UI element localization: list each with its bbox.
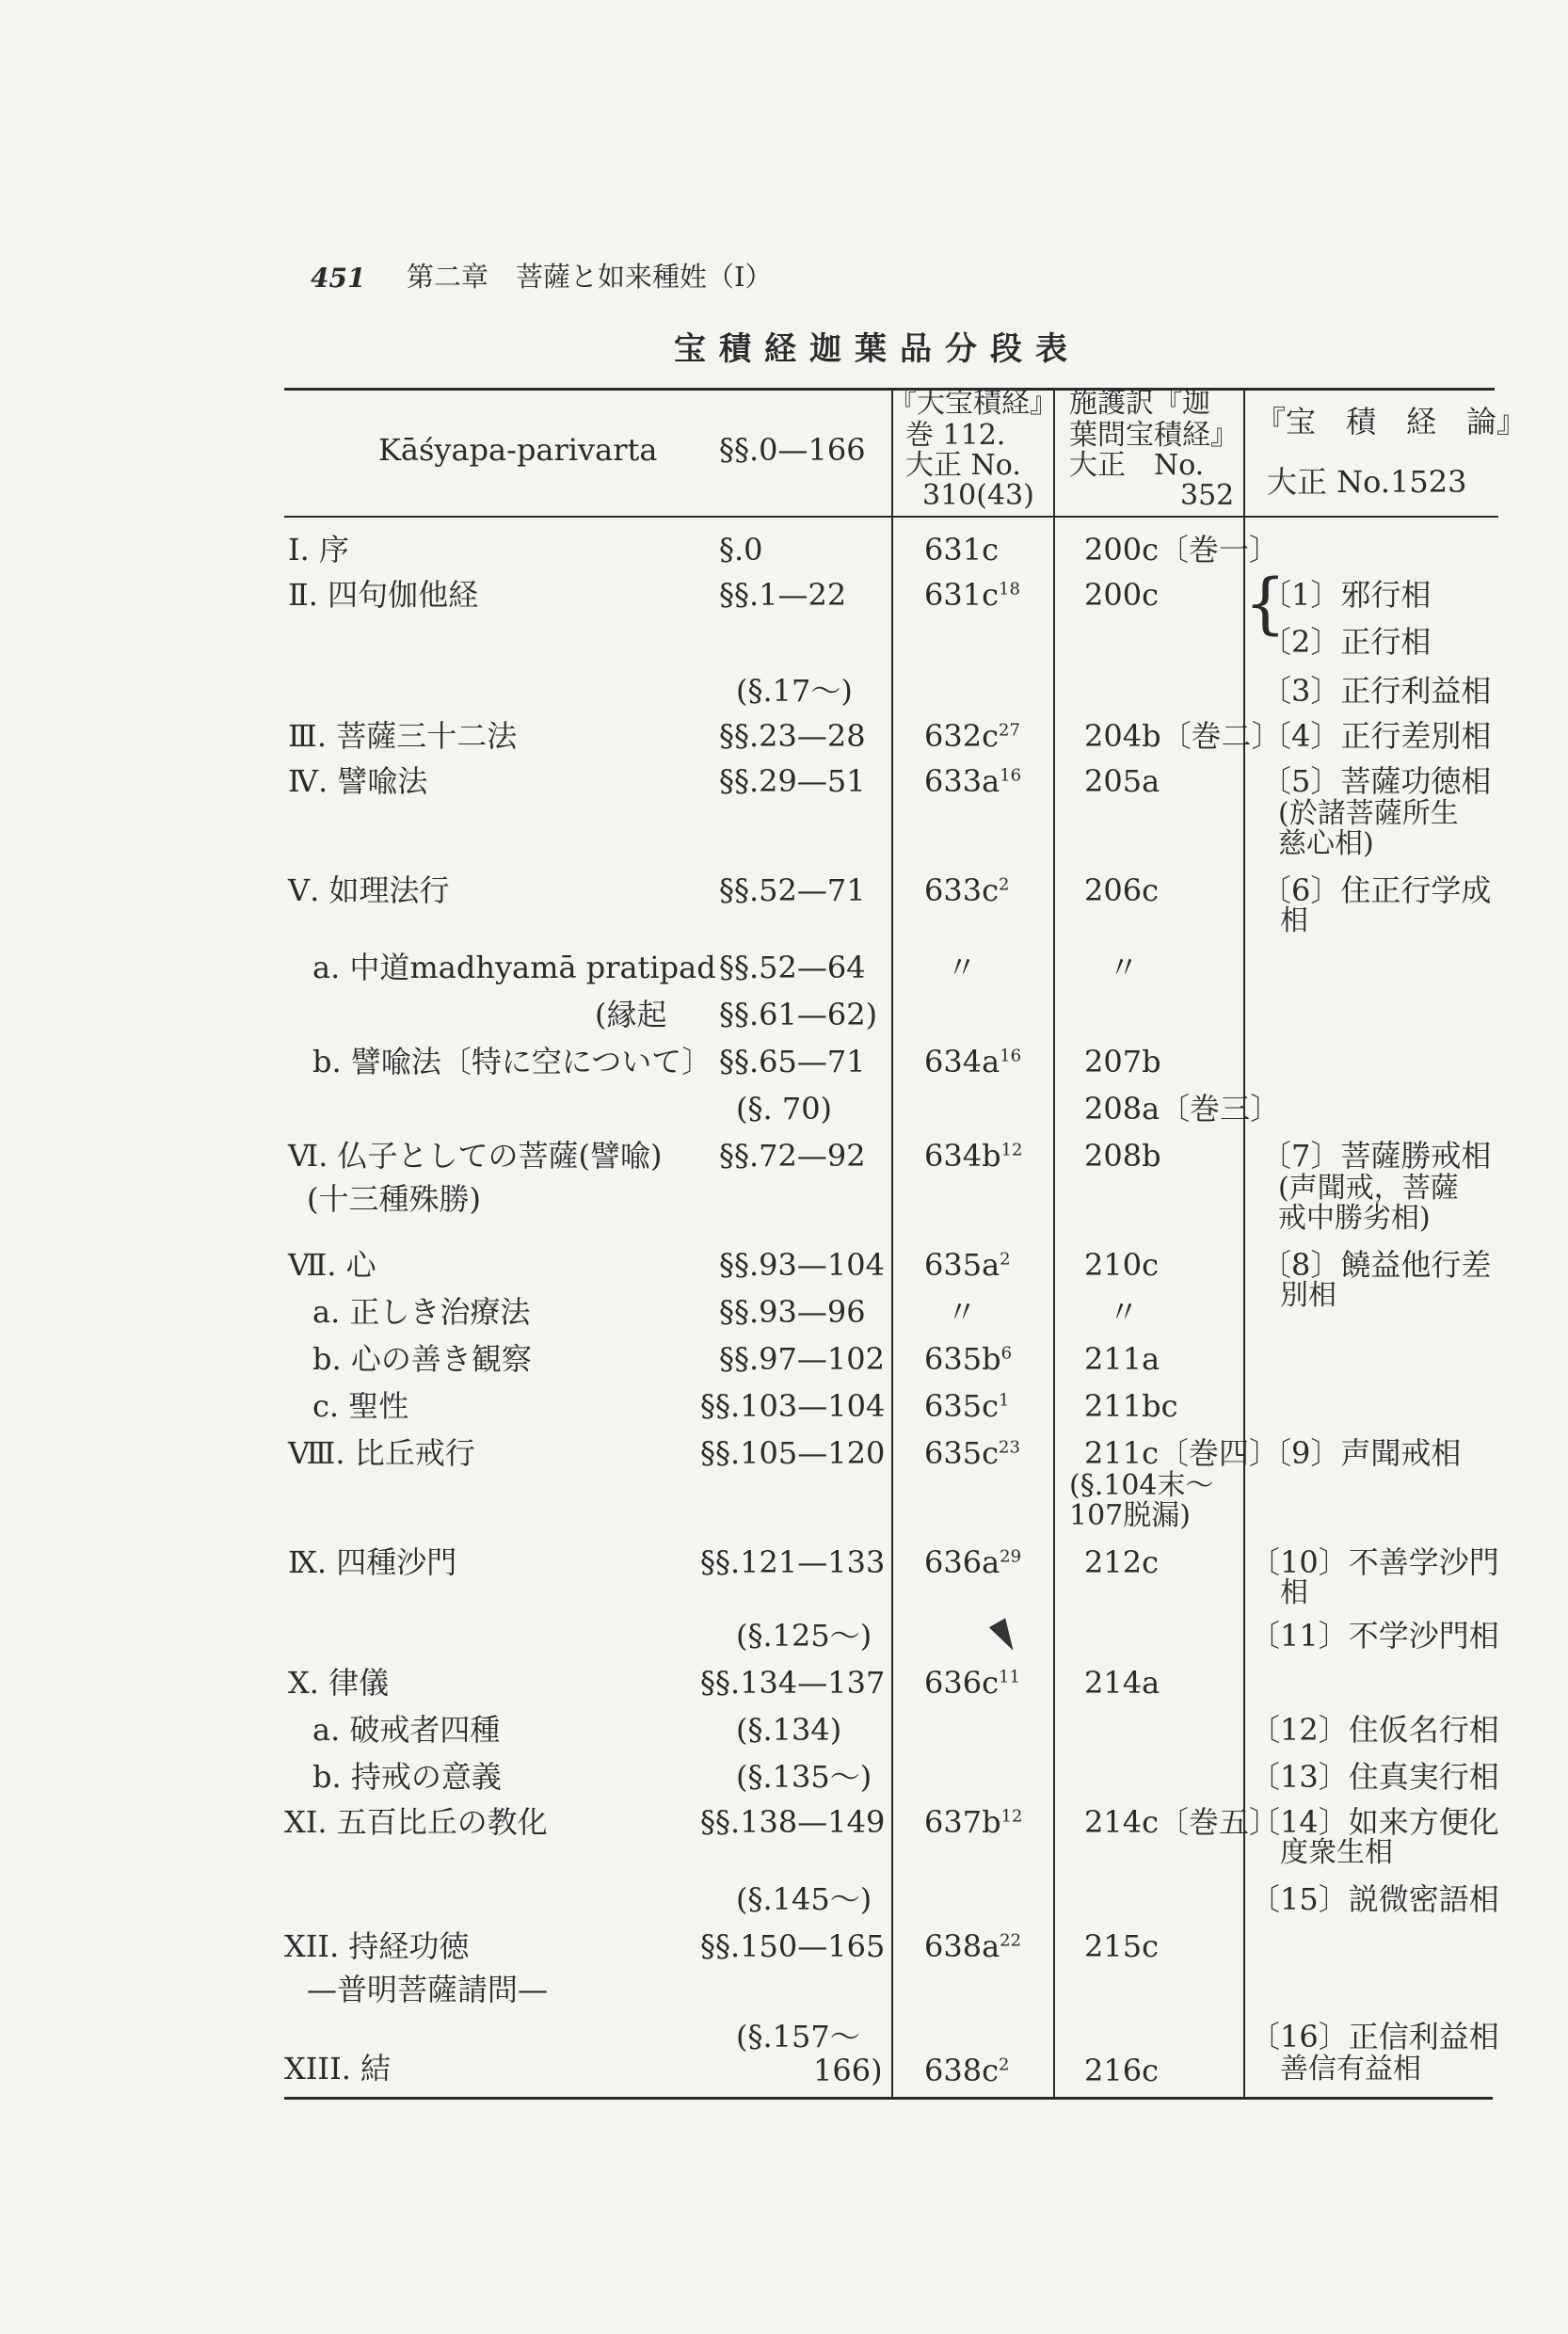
row-treatise: 〔15〕説微密語相 <box>1250 1881 1499 1917</box>
bottom-rule <box>284 2097 1493 2100</box>
row-treatise: 相 <box>1280 1576 1308 1609</box>
row-taisho310: 631c <box>924 532 999 568</box>
row-taisho352: 211a <box>1084 1341 1160 1377</box>
row-treatise: 〔16〕正信利益相 <box>1250 2019 1499 2054</box>
row-label: c. 聖性 <box>312 1388 409 1424</box>
row-taisho310: $635c^1$ <box>924 1388 1010 1424</box>
row-taisho352: 214a <box>1084 1665 1160 1701</box>
row-taisho310: $633a^{16}$ <box>924 763 1022 799</box>
row-section: §§.1—22 <box>719 577 847 613</box>
row-section: 166) <box>813 2053 883 2088</box>
row-section: §§.103—104 <box>700 1388 886 1424</box>
header-taisho-352-line3: 大正 No. <box>1069 449 1205 482</box>
row-treatise: 〔6〕住正行学成 <box>1261 872 1492 908</box>
row-label: Ⅹ. 律儀 <box>288 1665 390 1701</box>
row-label: Ⅷ. 比丘戒行 <box>288 1435 475 1471</box>
row-taisho352: 〃 <box>1109 1294 1140 1330</box>
header-taisho-310-line3: 大正 No. <box>905 449 1021 482</box>
row-treatise: 〔11〕不学沙門相 <box>1250 1618 1499 1654</box>
row-section: §§.121—133 <box>700 1544 886 1580</box>
cursor-mark <box>989 1618 1021 1655</box>
row-taisho352: 211c〔巻四〕 <box>1084 1435 1280 1471</box>
row-section: (§. 70) <box>736 1091 833 1127</box>
row-treatise: 〔5〕菩薩功徳相 <box>1261 763 1492 799</box>
header-kasyapa: Kāśyapa-parivarta <box>378 432 658 468</box>
header-sections: §§.0—166 <box>719 432 866 468</box>
row-label: XII. 持経功徳 <box>284 1928 470 1964</box>
row-section: §§.72—92 <box>719 1138 866 1174</box>
table-title: 宝積経迦葉品分段表 <box>674 330 1080 368</box>
row-section: §§.52—64 <box>719 950 866 985</box>
row-treatise: 〔2〕正行相 <box>1261 624 1432 660</box>
header-taisho-352-line2: 葉問宝積経』 <box>1069 419 1239 452</box>
row-treatise: 別相 <box>1280 1279 1336 1312</box>
header-taisho-310-line1: 『大宝積経』 <box>888 387 1058 420</box>
row-treatise: 相 <box>1280 904 1308 937</box>
row-taisho352: 214c〔巻五〕 <box>1084 1804 1280 1840</box>
row-section: §§.65—71 <box>719 1044 866 1079</box>
header-treatise-number: 大正 No.1523 <box>1267 464 1467 500</box>
row-taisho310: $634b^{12}$ <box>924 1138 1023 1174</box>
row-treatise: 戒中勝劣相) <box>1278 1202 1431 1235</box>
row-taisho352: 216c <box>1084 2053 1159 2088</box>
header-taisho-310-line4: 310(43) <box>922 479 1034 512</box>
row-taisho352: 215c <box>1084 1928 1159 1964</box>
row-taisho310: 〃 <box>947 950 978 985</box>
row-taisho352: 208a〔巻三〕 <box>1084 1091 1281 1127</box>
row-taisho352: 212c <box>1084 1544 1159 1580</box>
row-section: §§.138—149 <box>700 1804 886 1840</box>
row-section: §§.134—137 <box>700 1665 886 1701</box>
row-treatise: 善信有益相 <box>1280 2053 1421 2086</box>
row-taisho310: $633c^2$ <box>924 872 1010 908</box>
curly-brace-mark: { <box>1244 565 1287 642</box>
row-label: Ⅶ. 心 <box>288 1247 376 1283</box>
row-taisho352: 210c <box>1084 1247 1159 1283</box>
row-taisho310: $636c^{11}$ <box>924 1665 1020 1701</box>
row-label: b. 譬喩法〔特に空について〕 <box>312 1044 712 1079</box>
row-treatise: 〔13〕住真実行相 <box>1250 1759 1499 1795</box>
row-label: Ⅳ. 譬喩法 <box>288 763 428 799</box>
row-treatise: (於諸菩薩所生 <box>1278 797 1459 830</box>
column-divider-1 <box>891 388 893 2099</box>
column-divider-2 <box>1053 388 1055 2099</box>
row-treatise: 〔14〕如来方便化 <box>1250 1804 1499 1840</box>
row-label: a. 破戒者四種 <box>312 1712 501 1748</box>
row-label: Ⅵ. 仏子としての菩薩(譬喩) <box>288 1138 663 1174</box>
row-treatise: 〔9〕声聞戒相 <box>1261 1435 1462 1471</box>
header-taisho-352-line1: 施護訳『迦 <box>1069 387 1210 420</box>
row-label: Ⅲ. 菩薩三十二法 <box>288 718 518 754</box>
page-number: 451 <box>311 263 366 294</box>
row-taisho352: 107脱漏) <box>1069 1499 1191 1532</box>
row-taisho310: $632c^{27}$ <box>924 718 1020 754</box>
row-section: §.0 <box>719 532 763 568</box>
row-taisho352: 200c <box>1084 577 1159 613</box>
row-treatise: 度衆生相 <box>1280 1836 1393 1869</box>
row-taisho310: $638c^2$ <box>924 2053 1010 2088</box>
row-section: §§.93—104 <box>719 1247 885 1283</box>
row-section: (§.17〜) <box>736 673 853 709</box>
row-treatise: 〔7〕菩薩勝戒相 <box>1261 1138 1492 1174</box>
row-taisho352: 208b <box>1084 1138 1161 1174</box>
header-taisho-310-line2: 巻 112. <box>905 419 1006 452</box>
row-treatise: 〔3〕正行利益相 <box>1261 673 1492 709</box>
row-taisho310: $635a^2$ <box>924 1247 1011 1283</box>
row-treatise: 〔1〕邪行相 <box>1261 577 1432 613</box>
row-taisho310: $631c^{18}$ <box>924 577 1020 613</box>
row-label: Ⅴ. 如理法行 <box>288 872 450 908</box>
row-label-sub: —普明菩薩請問— <box>307 1972 549 2007</box>
chapter-title: 第二章 菩薩と如来種姓（Ⅰ） <box>407 261 773 293</box>
row-label: (縁起 <box>595 997 667 1032</box>
row-treatise: 〔10〕不善学沙門 <box>1250 1544 1499 1580</box>
row-label: b. 持戒の意義 <box>312 1759 502 1795</box>
row-taisho310: $638a^{22}$ <box>924 1928 1022 1964</box>
row-label: Ⅰ. 序 <box>288 532 349 568</box>
row-section: (§.157〜 <box>736 2019 860 2054</box>
row-section: §§.105—120 <box>700 1435 886 1471</box>
row-taisho352: (§.104末〜 <box>1069 1469 1214 1502</box>
row-taisho310: $637b^{12}$ <box>924 1804 1023 1840</box>
row-treatise: (声聞戒，菩薩 <box>1278 1172 1459 1205</box>
row-label: Ⅱ. 四句伽他経 <box>288 577 479 613</box>
row-taisho310: $636a^{29}$ <box>924 1544 1022 1580</box>
row-treatise: 〔8〕饒益他行差 <box>1261 1247 1492 1283</box>
row-treatise: 慈心相) <box>1278 827 1374 860</box>
row-section: §§.93—96 <box>719 1294 866 1330</box>
row-taisho310: $635c^{23}$ <box>924 1435 1020 1471</box>
row-section: (§.135〜) <box>736 1759 872 1795</box>
header-treatise-title: 『宝 積 経 論』 <box>1256 404 1528 440</box>
row-taisho352: 207b <box>1084 1044 1161 1079</box>
row-taisho310: $635b^6$ <box>924 1341 1013 1377</box>
row-treatise: 〔4〕正行差別相 <box>1261 718 1492 754</box>
row-taisho352: 206c <box>1084 872 1159 908</box>
row-section: §§.29—51 <box>719 763 866 799</box>
row-label: Ⅸ. 四種沙門 <box>288 1544 457 1580</box>
row-label: a. 中道madhyamā pratipad <box>312 950 716 985</box>
row-section: (§.134) <box>736 1712 842 1748</box>
row-taisho352: 200c〔巻一〕 <box>1084 532 1280 568</box>
row-label: a. 正しき治療法 <box>312 1294 531 1330</box>
row-taisho352: 〃 <box>1109 950 1140 985</box>
row-taisho310: 〃 <box>947 1294 978 1330</box>
row-label: XI. 五百比丘の教化 <box>284 1804 548 1840</box>
column-divider-3 <box>1243 388 1245 2099</box>
row-section: §§.150—165 <box>700 1928 886 1964</box>
row-label-sub: (十三種殊勝) <box>307 1181 481 1217</box>
row-section: §§.52—71 <box>719 872 866 908</box>
row-taisho352: 211bc <box>1084 1388 1178 1424</box>
row-section: §§.23—28 <box>719 718 866 754</box>
row-taisho352: 205a <box>1084 763 1160 799</box>
row-section: (§.125〜) <box>736 1618 872 1654</box>
row-section: §§.97—102 <box>719 1341 885 1377</box>
header-taisho-352-line4: 352 <box>1180 479 1235 512</box>
row-label: XIII. 結 <box>284 2051 392 2086</box>
row-taisho352: 204b〔巻二〕 <box>1084 718 1282 754</box>
row-treatise: 〔12〕住仮名行相 <box>1250 1712 1499 1748</box>
row-section: (§.145〜) <box>736 1881 872 1917</box>
row-taisho310: $634a^{16}$ <box>924 1044 1022 1079</box>
row-label: b. 心の善き観察 <box>312 1341 532 1377</box>
row-section: §§.61—62) <box>719 997 878 1032</box>
